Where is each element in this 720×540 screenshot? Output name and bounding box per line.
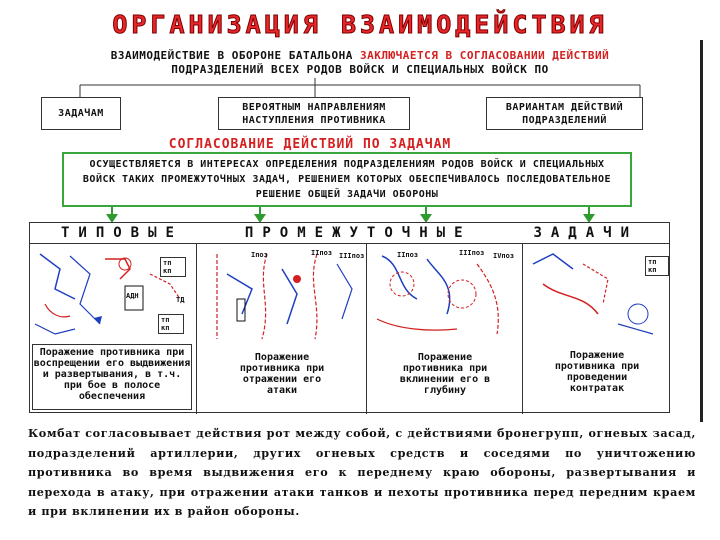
panel-4-caption: Поражение противника при проведении контратак: [554, 350, 640, 394]
panel-1-tag-1: тп кп: [160, 257, 186, 277]
panel-2-tag-3: IIIпоз: [339, 252, 365, 260]
banner-word-1: ТИПОВЫЕ: [60, 225, 183, 241]
panel-1-tag-3: ТД: [176, 296, 185, 304]
panel-1-tag-2: тп кп: [158, 314, 184, 334]
typical-tasks-banner: [29, 222, 670, 244]
panel-3-caption: Поражение противника при вклинении его в глубину: [399, 352, 491, 396]
panel-2: [197, 244, 367, 414]
panel-2-caption: Поражение противника при отражении его атаки: [239, 352, 325, 396]
panel-4: [523, 244, 669, 414]
intro-part1: ВЗАИМОДЕЙСТВИЕ В ОБОРОНЕ БАТАЛЬОНА: [110, 49, 360, 62]
panel-3: [367, 244, 523, 414]
branch-tasks: ЗАДАЧАМ: [41, 97, 121, 130]
panel-1: [30, 244, 197, 414]
panel-3-tag-1: IIпоз: [397, 251, 419, 259]
panel-2-tag-2: IIпоз: [311, 249, 333, 257]
page-title: ОРГАНИЗАЦИЯ ВЗАИМОДЕЙСТВИЯ: [112, 10, 608, 39]
panel-1-tag-4: АДН: [126, 292, 139, 300]
bottom-paragraph: Комбат согласовывает действия рот между собой, с действиями бронегрупп, огневых засад, подразделений артиллерии, других огневых средств и соседями по уничтожению противника во время выдвижения его к переднему краю обороны, развертывания и перехода в атаку, при отражении атаки танков и пехоты противника перед передним краем и при вклинении их в район обороны.: [28, 426, 696, 519]
banner-word-2: ПРОМЕЖУТОЧНЫЕ: [244, 225, 472, 241]
panel-3-tag-2: IIIпоз: [459, 249, 485, 257]
panel-1-caption: Поражение противника при воспрещении его выдвижения и развертывания, в т.ч. при бое в полосе обеспечения: [32, 344, 192, 410]
coordination-heading: СОГЛАСОВАНИЕ ДЕЙСТВИЙ ПО ЗАДАЧАМ: [168, 137, 452, 152]
coordination-box: ОСУЩЕСТВЛЯЕТСЯ В ИНТЕРЕСАХ ОПРЕДЕЛЕНИЯ ПОДРАЗДЕЛЕНИЯМ РОДОВ ВОЙСК И СПЕЦИАЛЬНЫХ ВОЙСК ТАКИХ ПРОМЕЖУТОЧНЫХ ЗАДАЧ, РЕШЕНИЕМ КОТОРЫХ ОБЕСПЕЧИВАЛОСЬ ПОСЛЕДОВАТЕЛЬНОЕ РЕШЕНИЕ ОБЩЕЙ ЗАДАЧИ ОБОРОНЫ: [62, 152, 632, 207]
panel-4-tag-1: тп кп: [645, 256, 669, 276]
tasks-grid: [29, 243, 670, 413]
panel-2-tag-1: Iпоз: [251, 251, 268, 259]
intro-part2: ЗАКЛЮЧАЕТСЯ В СОГЛАСОВАНИИ ДЕЙСТВИЙ: [360, 49, 610, 62]
banner-word-3: ЗАДАЧИ: [533, 225, 639, 241]
branch-directions: ВЕРОЯТНЫМ НАПРАВЛЕНИЯМ НАСТУПЛЕНИЯ ПРОТИВНИКА: [218, 97, 410, 130]
panel-3-tag-3: IVпоз: [493, 252, 515, 260]
intro-line2: ПОДРАЗДЕЛЕНИЙ ВСЕХ РОДОВ ВОЙСК И СПЕЦИАЛЬНЫХ ВОЙСК ПО: [171, 63, 549, 76]
branch-variants: ВАРИАНТАМ ДЕЙСТВИЙ ПОДРАЗДЕЛЕНИЙ: [486, 97, 643, 130]
